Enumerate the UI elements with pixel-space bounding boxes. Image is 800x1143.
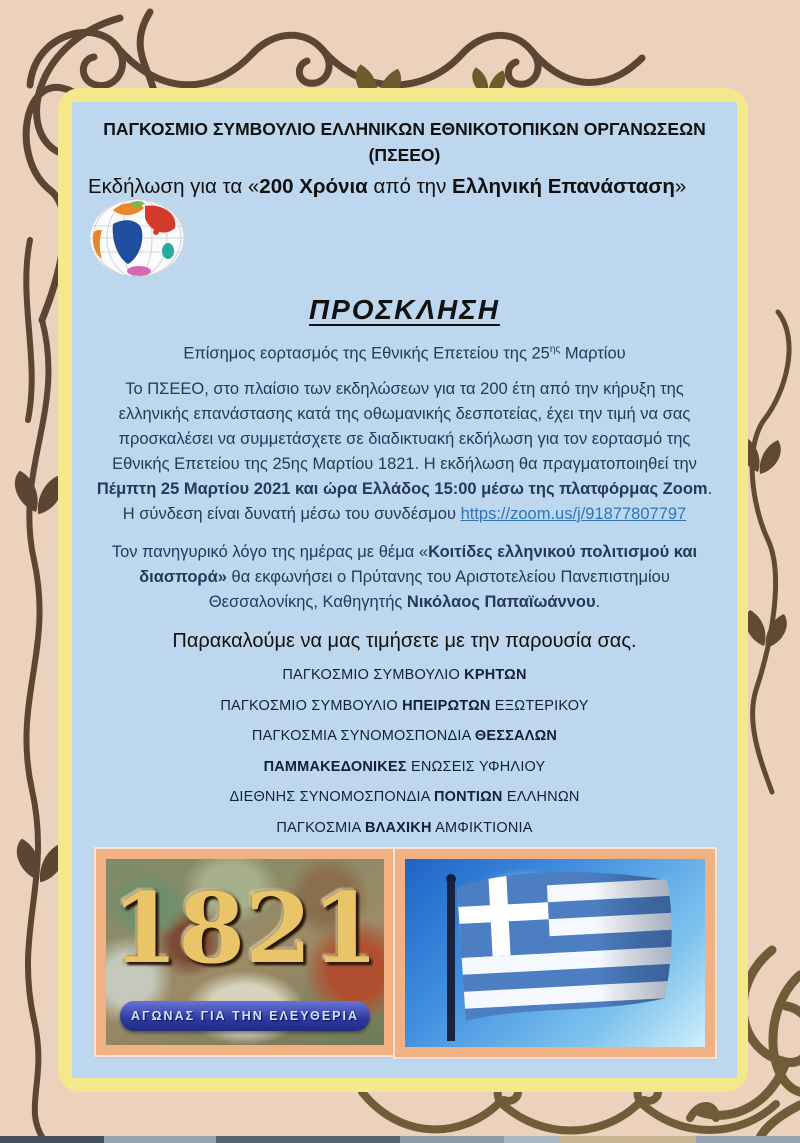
closing-line: Παρακαλούμε να μας τιμήσετε με την παρουσία σας. [172,629,637,652]
invitation-panel [72,102,737,1078]
paragraph2-text3: . [595,592,601,611]
invitation-heading: ΠΡΟΣΚΛΗΣΗ [309,294,500,325]
globe-logo-icon [86,196,188,280]
pictures-row [82,836,727,1057]
celebration-subtitle [82,344,727,364]
org-line-pontion: ΔΙΕΘΝΗΣ ΣΥΝΟΜΟΣΠΟΝΔΙΑ ΠΟΝΤΙΩΝ ΕΛΛΗΝΩΝ [229,789,580,805]
event-title-post: » [674,175,687,198]
subtitle-superscript: ης [549,344,561,355]
freedom-ribbon-text: ΑΓΩΝΑΣ ΓΙΑ ΤΗΝ ΕΛΕΥΘΕΡΙΑ [130,1008,359,1023]
paragraph2-speaker-bold: Νικόλαος Παπαϊωάννου [406,592,596,611]
paragraph2-text2: θα εκφωνήσει ο Πρύτανης του Αριστοτελείου Πανεπιστημίου Θεσσαλονίκης, Καθηγητής [208,567,670,611]
event-title-bold1: 200 Χρόνια [259,175,368,198]
subtitle-text: Επίσημος εορτασμός της Εθνικής Επετείου της 25 [183,344,550,363]
event-title-bold2: Ελληνική Επανάσταση [452,175,675,198]
org-line-ipeiroton: ΠΑΓΚΟΣΜΙΟ ΣΥΜΒΟΥΛΙΟ ΗΠΕΙΡΩΤΩΝ ΕΞΩΤΕΡΙΚΟΥ [220,697,589,714]
freedom-ribbon [120,1001,370,1031]
paragraph2-text1: Τον πανηγυρικό λόγο της ημέρας με θέμα « [111,542,429,561]
greek-flag-image [395,849,715,1057]
speech-paragraph [92,540,717,615]
paragraph1-date-bold: Πέμπτη 25 Μαρτίου 2021 και ώρα Ελλάδος 15:00 μέσω της πλατφόρμας Zoom [96,479,708,498]
org-line-pammakedonikes: ΠΑΜΜΑΚΕΔΟΝΙΚΕΣ ΕΝΩΣΕΙΣ ΥΦΗΛΙΟΥ [263,758,546,775]
bottom-window-strip [0,1136,800,1143]
paragraph1-text2: . Η σύνδεση είναι δυνατή μέσω του συνδέσμου [122,479,713,523]
year-1821-text: 1821 [111,871,379,985]
organization-title-line1: ΠΑΓΚΟΣΜΙΟ ΣΥΜΒΟΥΛΙΟ ΕΛΛΗΝΙΚΩΝ ΕΘΝΙΚΟΤΟΠΙΚΩΝ ΟΡΓΑΝΩΣΕΩΝ [103,119,706,139]
subtitle-post: Μαρτίου [560,344,626,363]
paragraph1-text1: Το ΠΣΕΕΟ, στο πλαίσιο των εκδηλώσεων για τα 200 έτη από την κήρυξη της ελληνικής επανάστασης κατά της οθωμανικής δεσποτείας, έχει την τιμή να σας προσκαλέσει να συμμετάσχετε σε διαδικτυακή εκδήλωση για τον εορτασμό της Εθνικής Επετείου της 25ης Μαρτίου 1821. Η εκδήλωση θα πραγματοποιηθεί την [112,379,697,473]
greek-flag-icon [405,859,705,1047]
revolution-1821-image [96,849,394,1055]
zoom-meeting-link[interactable]: https://zoom.us/j/91877807797 [460,504,687,523]
org-line-vlachiki: ΠΑΓΚΟΣΜΙΑ ΒΛΑΧΙΚΗ ΑΜΦΙΚΤΙΟΝΙΑ [276,819,533,836]
organization-title-line2: (ΠΣΕΕΟ) [368,145,441,165]
invitation-paragraph [92,377,717,527]
org-line-thessalon: ΠΑΓΚΟΣΜΙΑ ΣΥΝΟΜΟΣΠΟΝΔΙΑ ΘΕΣΣΑΛΩΝ [251,728,558,744]
event-title-mid: από την [367,175,453,198]
event-title-text: Εκδήλωση για τα « [88,175,260,198]
paragraph2-theme-bold: Κοιτίδες ελληνικού πολιτισμού και διασπορά» [139,542,698,586]
org-line-kriton: ΠΑΓΚΟΣΜΙΟ ΣΥΜΒΟΥΛΙΟ ΚΡΗΤΩΝ [282,667,527,683]
